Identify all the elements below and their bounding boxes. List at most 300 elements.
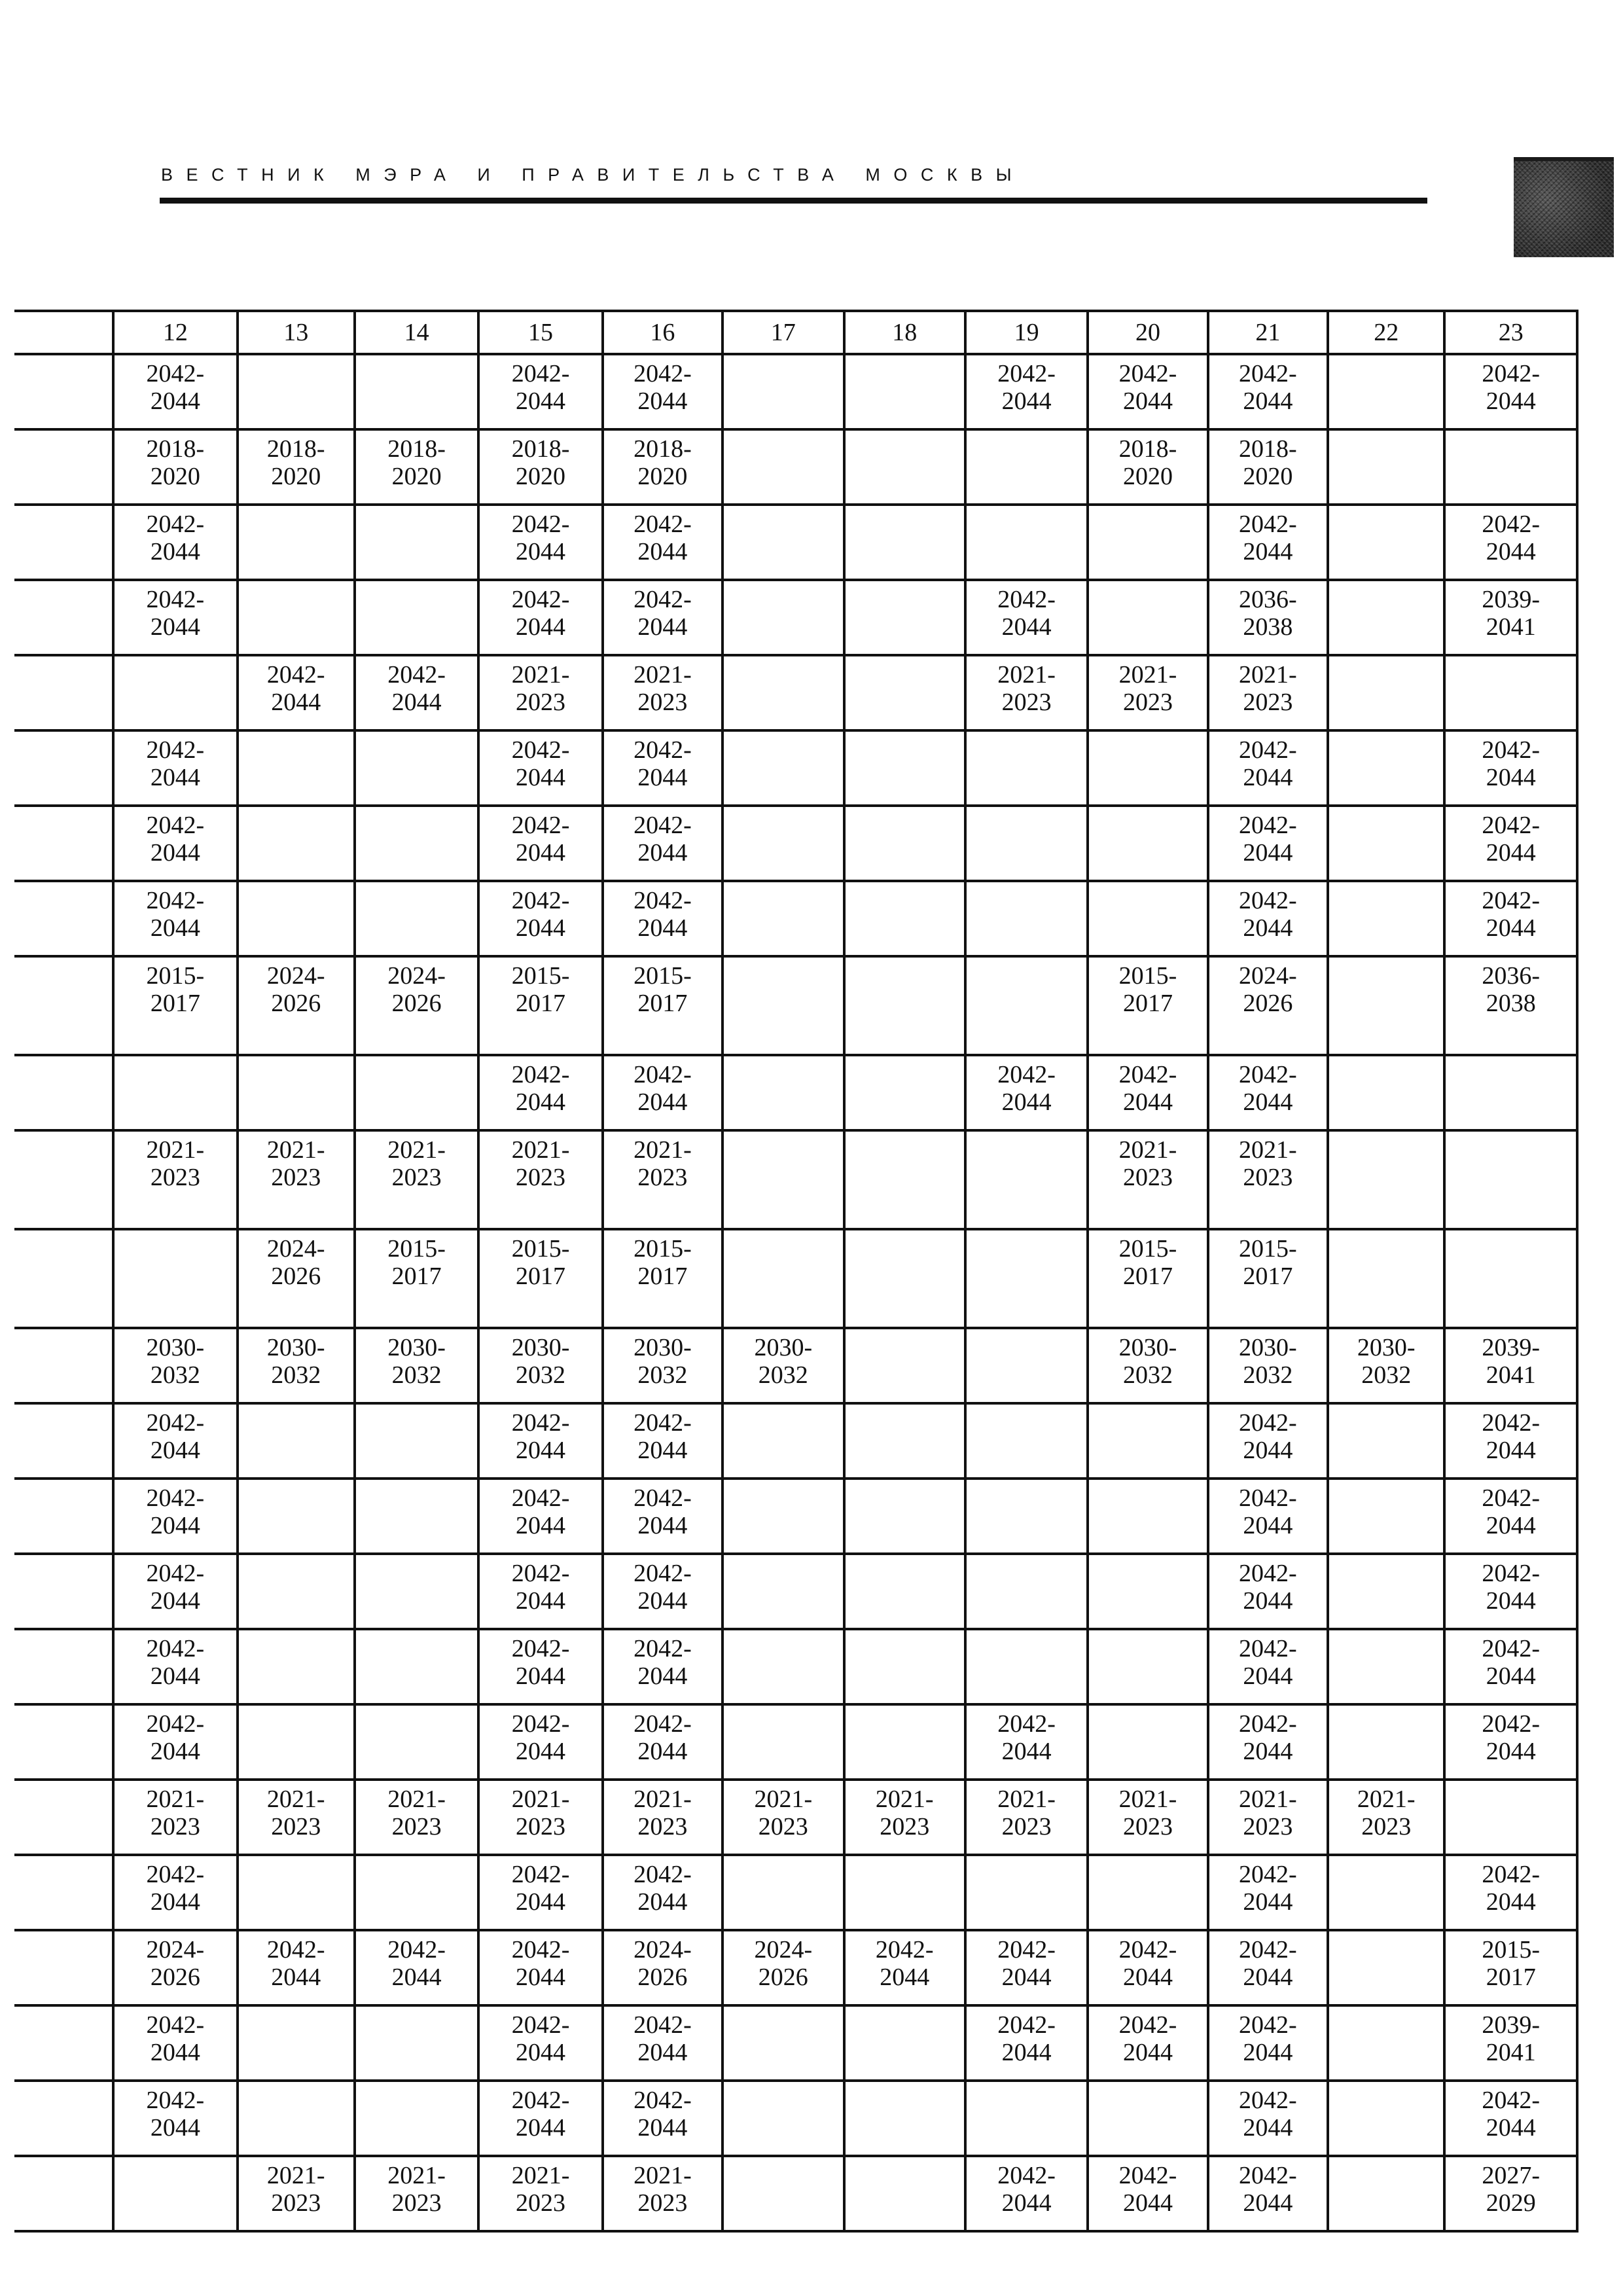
period-end: 2044 [1001,2189,1052,2217]
table-row [14,2005,1577,2081]
table-cell [1328,1629,1444,1704]
table-cell [1208,806,1328,881]
table-cell [844,1479,965,1554]
table-cell [355,1229,478,1328]
column-header: 15 [478,311,602,354]
period-end: 2017 [391,1263,442,1290]
period-end: 2023 [880,1813,930,1840]
period-end: 2026 [1243,990,1293,1017]
period-start: 2042- [1118,1936,1177,1964]
period-end: 2044 [1122,387,1173,415]
table-cell [965,1704,1088,1780]
table-cell [603,806,722,881]
period-end: 2023 [1122,1813,1173,1840]
period-end: 2023 [516,2189,566,2217]
period-start: 2042- [633,812,692,839]
table-cell [478,1855,602,1930]
table-cell [478,1130,602,1229]
table-cell [844,1629,965,1704]
table-cell [965,1055,1088,1130]
period-end: 2044 [516,764,566,791]
period-end: 2044 [516,1587,566,1615]
period-start: 2042- [511,1936,570,1964]
table-cell [478,1479,602,1554]
table-cell [1208,1403,1328,1479]
table-cell [1088,2081,1207,2156]
table-cell [1444,1403,1577,1479]
table-cell [1208,2081,1328,2156]
table-cell [113,1855,237,1930]
period-end: 2041 [1486,613,1536,641]
table-cell [1208,1055,1328,1130]
period-end: 2026 [271,990,321,1017]
table-cell [355,655,478,730]
table-cell [478,1704,602,1780]
period-start: 2021- [511,1136,570,1164]
period-end: 2044 [1486,2114,1536,2142]
period-end: 2041 [1486,2039,1536,2066]
period-start: 2024- [266,962,325,990]
table-cell [478,2156,602,2231]
table-cell [1444,806,1577,881]
period-start: 2042- [997,2011,1056,2039]
table-cell [844,655,965,730]
table-cell [1088,1930,1207,2005]
table-cell [1444,2005,1577,2081]
column-header: 22 [1328,311,1444,354]
period-start: 2042- [511,1710,570,1738]
table-cell [478,1930,602,2005]
table-cell [603,505,722,580]
table-cell [1088,1229,1207,1328]
period-end: 2017 [637,990,688,1017]
table-cell [113,1704,237,1780]
table-cell [844,881,965,956]
row-label-cell [14,2081,113,2156]
period-start: 2015- [1118,1235,1177,1263]
table-cell [722,429,844,505]
period-start: 2042- [146,1635,205,1662]
table-cell [238,1229,355,1328]
period-end: 2032 [150,1361,200,1389]
period-start: 2042- [511,511,570,538]
period-end: 2023 [391,2189,442,2217]
table-cell [965,580,1088,655]
period-start: 2042- [1482,812,1541,839]
table-cell [603,354,722,429]
table-cell [1208,1930,1328,2005]
table-cell [1208,730,1328,806]
table-cell [478,429,602,505]
period-end: 2044 [150,1662,200,1690]
period-start: 2021- [754,1785,813,1813]
period-start: 2042- [633,1061,692,1088]
period-start: 2042- [633,1861,692,1888]
table-cell [603,1629,722,1704]
table-cell [722,1930,844,2005]
period-start: 2042- [511,1635,570,1662]
period-end: 2032 [758,1361,808,1389]
period-start: 2024- [633,1936,692,1964]
table-cell [1208,2005,1328,2081]
period-start: 2042- [146,2087,205,2114]
period-end: 2044 [150,1738,200,1765]
period-end: 2032 [271,1361,321,1389]
table-cell [238,1479,355,1554]
table-cell [1088,956,1207,1055]
column-header: 17 [722,311,844,354]
row-label-cell [14,956,113,1055]
period-end: 2044 [516,1088,566,1116]
column-header: 20 [1088,311,1207,354]
table-cell [965,806,1088,881]
period-start: 2039- [1482,1334,1541,1361]
period-start: 2042- [1482,736,1541,764]
table-cell [722,730,844,806]
period-end: 2023 [637,1813,688,1840]
table-cell [1208,1554,1328,1629]
table-cell [965,429,1088,505]
table-cell [603,1855,722,1930]
table-cell [1328,505,1444,580]
period-end: 2044 [391,689,442,716]
period-end: 2032 [516,1361,566,1389]
period-start: 2030- [1239,1334,1297,1361]
table-cell [1328,730,1444,806]
table-cell [1328,1855,1444,1930]
period-start: 2042- [146,1409,205,1437]
table-cell [844,956,965,1055]
period-start: 2042- [1482,1710,1541,1738]
row-label-cell [14,1229,113,1328]
period-end: 2044 [637,1587,688,1615]
row-label-cell [14,881,113,956]
period-start: 2021- [1239,1136,1297,1164]
table-cell [238,1704,355,1780]
period-start: 2042- [997,1936,1056,1964]
table-cell [113,354,237,429]
period-start: 2042- [997,586,1056,613]
table-cell [1208,881,1328,956]
period-end: 2044 [1122,2039,1173,2066]
table-cell [603,2005,722,2081]
table-row [14,580,1577,655]
table-cell [603,2156,722,2231]
period-end: 2044 [1243,1587,1293,1615]
table-cell [355,429,478,505]
period-start: 2021- [387,1136,446,1164]
table-cell [1088,730,1207,806]
table-cell [238,2005,355,2081]
table-cell [1328,1479,1444,1554]
period-start: 2042- [1239,1936,1297,1964]
period-end: 2026 [150,1964,200,1991]
table-cell [1208,429,1328,505]
period-end: 2044 [1001,613,1052,641]
period-end: 2026 [271,1263,321,1290]
table-cell [1328,2005,1444,2081]
period-start: 2021- [1118,1785,1177,1813]
period-end: 2044 [150,1888,200,1916]
period-end: 2020 [271,463,321,490]
table-row [14,1554,1577,1629]
table-cell [1208,1704,1328,1780]
table-row [14,1130,1577,1229]
period-end: 2044 [1486,764,1536,791]
period-start: 2042- [511,736,570,764]
table-cell [355,1554,478,1629]
table-cell [1444,1554,1577,1629]
table-cell [1208,354,1328,429]
period-end: 2032 [391,1361,442,1389]
table-cell [965,354,1088,429]
table-row [14,1229,1577,1328]
table-cell [355,2081,478,2156]
column-header: 13 [238,311,355,354]
period-end: 2044 [1243,1437,1293,1464]
journal-title: ВЕСТНИК МЭРА И ПРАВИТЕЛЬСТВА МОСКВЫ [161,165,1025,185]
table-cell [113,1930,237,2005]
table-cell [965,1130,1088,1229]
period-end: 2020 [150,463,200,490]
table-cell [1328,2081,1444,2156]
period-end: 2044 [1243,2114,1293,2142]
table-cell [844,505,965,580]
table-cell [1444,429,1577,505]
period-end: 2044 [150,839,200,867]
table-cell [1088,1704,1207,1780]
table-cell [478,354,602,429]
table-row [14,2156,1577,2231]
table-cell [844,1780,965,1855]
period-end: 2044 [637,914,688,942]
table-cell [844,2005,965,2081]
period-start: 2042- [1239,360,1297,387]
row-label-cell [14,655,113,730]
period-start: 2021- [146,1136,205,1164]
period-end: 2044 [637,387,688,415]
period-end: 2026 [758,1964,808,1991]
table-cell [965,956,1088,1055]
table-cell [478,1780,602,1855]
period-start: 2042- [633,2011,692,2039]
period-end: 2044 [1243,914,1293,942]
period-end: 2038 [1243,613,1293,641]
period-end: 2044 [516,387,566,415]
table-cell [965,505,1088,580]
period-start: 2021- [1239,1785,1297,1813]
period-end: 2023 [1243,1164,1293,1191]
table-cell [844,1704,965,1780]
table-cell [1444,1479,1577,1554]
table-cell [478,505,602,580]
table-cell [113,1403,237,1479]
period-start: 2018- [387,435,446,463]
period-end: 2044 [1486,1587,1536,1615]
period-end: 2044 [1243,1662,1293,1690]
table-cell [1444,505,1577,580]
table-cell [113,2081,237,2156]
table-cell [1088,2005,1207,2081]
period-end: 2032 [1122,1361,1173,1389]
table-cell [722,1403,844,1479]
table-cell [844,2081,965,2156]
period-start: 2042- [875,1936,934,1964]
period-end: 2044 [1486,1738,1536,1765]
column-header: 18 [844,311,965,354]
period-start: 2042- [511,812,570,839]
table-cell [1208,956,1328,1055]
period-start: 2021- [997,661,1056,689]
table-cell [355,1403,478,1479]
period-end: 2023 [516,689,566,716]
table-cell [1444,2081,1577,2156]
table-cell [238,1328,355,1403]
table-cell [113,956,237,1055]
period-end: 2044 [1122,2189,1173,2217]
table-cell [603,655,722,730]
table-cell [965,2081,1088,2156]
period-start: 2042- [997,360,1056,387]
period-start: 2042- [511,360,570,387]
period-end: 2017 [1122,1263,1173,1290]
table-cell [355,505,478,580]
table-row [14,429,1577,505]
period-start: 2021- [266,2162,325,2189]
table-cell [1444,1704,1577,1780]
period-end: 2044 [1001,1738,1052,1765]
period-end: 2044 [1243,764,1293,791]
period-end: 2026 [637,1964,688,1991]
table-cell [1444,1229,1577,1328]
table-cell [965,1855,1088,1930]
period-start: 2021- [1118,661,1177,689]
table-row [14,1328,1577,1403]
table-cell [355,1704,478,1780]
table-row [14,1629,1577,1704]
period-end: 2020 [1243,463,1293,490]
table-cell [1444,1055,1577,1130]
period-end: 2032 [1243,1361,1293,1389]
table-cell [722,1055,844,1130]
period-start: 2042- [511,1560,570,1587]
period-end: 2044 [1243,1964,1293,1991]
table-cell [965,655,1088,730]
period-start: 2039- [1482,586,1541,613]
row-label-cell [14,1328,113,1403]
period-start: 2042- [511,1484,570,1512]
period-end: 2044 [637,2039,688,2066]
period-start: 2024- [754,1936,813,1964]
table-cell [238,1930,355,2005]
period-start: 2042- [1118,360,1177,387]
table-cell [603,1130,722,1229]
row-label-cell [14,1479,113,1554]
table-cell [722,2156,844,2231]
period-start: 2042- [1239,2087,1297,2114]
period-start: 2042- [387,661,446,689]
period-end: 2026 [391,990,442,1017]
table-cell [478,1403,602,1479]
period-start: 2042- [1482,1861,1541,1888]
period-end: 2044 [1243,1888,1293,1916]
table-cell [844,1229,965,1328]
table-cell [238,580,355,655]
period-end: 2044 [637,1888,688,1916]
period-start: 2042- [1239,1861,1297,1888]
row-label-cell [14,1930,113,2005]
table-cell [1088,1130,1207,1229]
table-row [14,1055,1577,1130]
table-cell [113,1130,237,1229]
period-end: 2044 [1001,387,1052,415]
period-end: 2044 [637,1512,688,1539]
period-end: 2023 [516,1813,566,1840]
period-end: 2044 [271,689,321,716]
column-header: 23 [1444,311,1577,354]
table-cell [113,2005,237,2081]
period-start: 2042- [511,887,570,914]
period-start: 2030- [1357,1334,1416,1361]
table-cell [844,806,965,881]
period-start: 2042- [633,887,692,914]
table-cell [113,806,237,881]
table-cell [603,956,722,1055]
period-end: 2023 [271,1813,321,1840]
period-end: 2029 [1486,2189,1536,2217]
period-end: 2044 [516,1964,566,1991]
period-end: 2023 [1001,1813,1052,1840]
period-start: 2042- [1482,2087,1541,2114]
period-start: 2042- [511,2087,570,2114]
period-start: 2042- [633,511,692,538]
table-cell [722,1328,844,1403]
period-end: 2044 [637,1088,688,1116]
period-start: 2042- [146,1710,205,1738]
period-start: 2042- [146,812,205,839]
table-cell [238,354,355,429]
period-end: 2023 [1243,1813,1293,1840]
table-cell [1328,655,1444,730]
table-cell [603,2081,722,2156]
table-cell [722,956,844,1055]
period-start: 2042- [1239,812,1297,839]
table-cell [478,806,602,881]
period-start: 2042- [146,586,205,613]
period-start: 2021- [633,1136,692,1164]
period-end: 2044 [1243,839,1293,867]
period-start: 2021- [511,2162,570,2189]
table-cell [603,1554,722,1629]
table-cell [1208,580,1328,655]
table-cell [1088,1629,1207,1704]
table-cell [1328,1055,1444,1130]
table-cell [965,1780,1088,1855]
period-end: 2020 [391,463,442,490]
table-cell [844,429,965,505]
table-cell [1444,730,1577,806]
period-start: 2042- [1239,1560,1297,1587]
period-end: 2017 [150,990,200,1017]
period-end: 2044 [1001,1088,1052,1116]
period-end: 2044 [1243,2189,1293,2217]
table-cell [965,1479,1088,1554]
period-end: 2044 [1001,1964,1052,1991]
table-cell [965,1554,1088,1629]
period-start: 2021- [387,1785,446,1813]
table-cell [603,429,722,505]
period-start: 2021- [387,2162,446,2189]
